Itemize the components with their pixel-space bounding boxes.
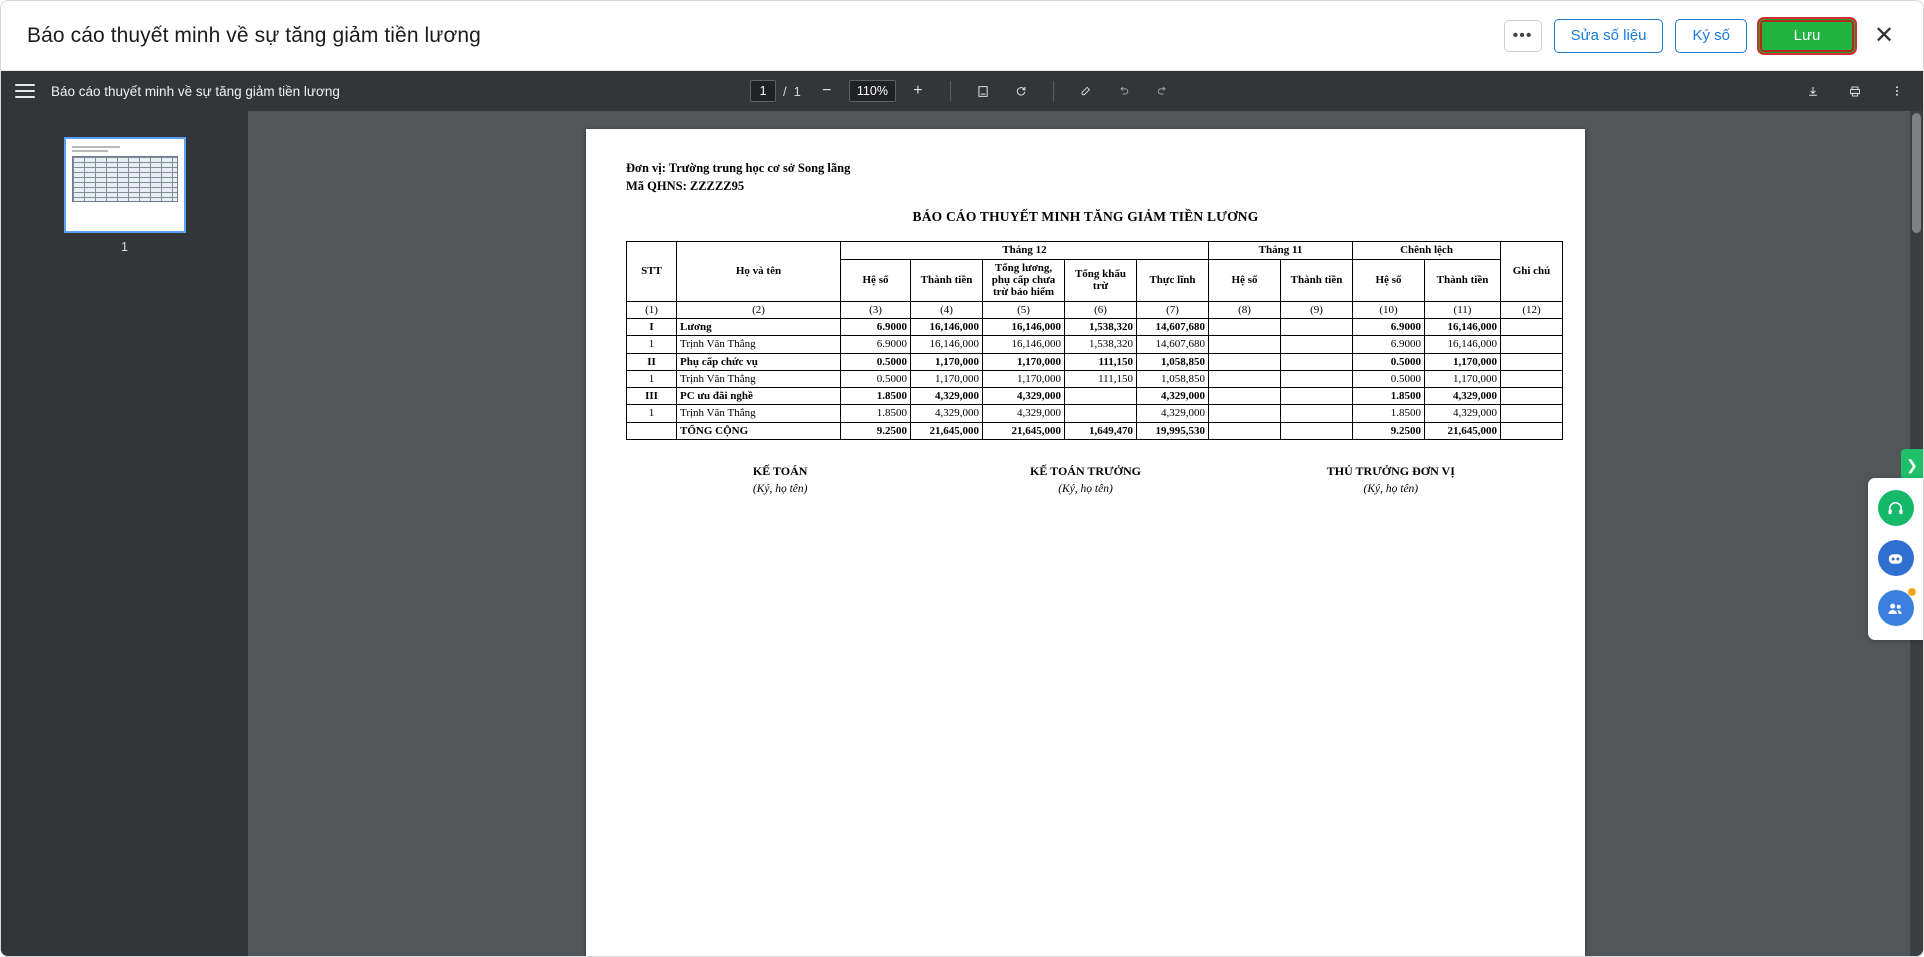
table-header-row-1 xyxy=(627,242,1563,259)
cell-total-salary: 21,645,000 xyxy=(983,422,1065,439)
signature-chief-accountant xyxy=(933,464,1238,495)
cell-amount-diff: 16,146,000 xyxy=(1425,336,1501,353)
highlight-icon[interactable] xyxy=(1074,79,1098,103)
thumbnail-page-label: 1 xyxy=(121,240,128,254)
colnum-4: (4) xyxy=(911,301,983,318)
cell-deduction: 1,538,320 xyxy=(1065,318,1137,335)
salary-report-table xyxy=(626,241,1563,440)
cell-amount-diff: 4,329,000 xyxy=(1425,388,1501,405)
table-row xyxy=(627,388,1563,405)
page-title: Báo cáo thuyết minh về sự tăng giảm tiền lương xyxy=(27,23,481,47)
cell-amount: 4,329,000 xyxy=(911,405,983,422)
cell-deduction: 1,649,470 xyxy=(1065,422,1137,439)
cell-coefficient-prev xyxy=(1209,405,1281,422)
cell-amount-prev xyxy=(1281,353,1353,370)
document-code: Mã QHNS: ZZZZZ95 xyxy=(626,179,745,194)
thumbnail-preview xyxy=(72,146,178,202)
cell-note xyxy=(1501,370,1563,387)
colnum-6: (6) xyxy=(1065,301,1137,318)
col-stt: STT xyxy=(627,242,677,301)
toolbar-right-group xyxy=(1801,79,1909,103)
cell-coefficient: 6.9000 xyxy=(841,336,911,353)
cell-coefficient-prev xyxy=(1209,422,1281,439)
colnum-11: (11) xyxy=(1425,301,1501,318)
viewer-body xyxy=(1,111,1923,956)
cell-amount-diff: 1,170,000 xyxy=(1425,353,1501,370)
cell-net: 1,058,850 xyxy=(1137,353,1209,370)
cell-note xyxy=(1501,422,1563,439)
cell-amount-diff: 21,645,000 xyxy=(1425,422,1501,439)
table-row xyxy=(627,318,1563,335)
cell-amount-diff: 16,146,000 xyxy=(1425,318,1501,335)
sidebar-toggle-icon[interactable] xyxy=(15,84,35,98)
zoom-controls xyxy=(815,79,930,103)
cell-total-salary: 1,170,000 xyxy=(983,353,1065,370)
cell-coefficient-prev xyxy=(1209,388,1281,405)
cell-stt: III xyxy=(627,388,677,405)
col-group-difference: Chênh lệch xyxy=(1353,242,1501,259)
cell-coefficient-prev xyxy=(1209,353,1281,370)
cell-coefficient-diff: 9.2500 xyxy=(1353,422,1425,439)
col-total-salary: Tổng lương, phụ cấp chưa trừ bảo hiểm xyxy=(983,259,1065,301)
cell-amount-prev xyxy=(1281,318,1353,335)
cell-amount: 21,645,000 xyxy=(911,422,983,439)
table-row xyxy=(627,422,1563,439)
cell-total-salary: 4,329,000 xyxy=(983,405,1065,422)
notification-dot xyxy=(1908,588,1916,596)
cell-name: PC ưu đãi nghề xyxy=(677,388,841,405)
table-row xyxy=(627,353,1563,370)
col-note: Ghi chú xyxy=(1501,242,1563,301)
signature-title: KẾ TOÁN TRƯỞNG xyxy=(1030,464,1141,479)
cell-coefficient-prev xyxy=(1209,318,1281,335)
thumbnail-page-1[interactable] xyxy=(64,137,186,233)
cell-amount-prev xyxy=(1281,336,1353,353)
cell-name: Trịnh Văn Thắng xyxy=(677,405,841,422)
cell-coefficient: 1.8500 xyxy=(841,405,911,422)
cell-amount-prev xyxy=(1281,370,1353,387)
cell-net: 1,058,850 xyxy=(1137,370,1209,387)
table-row xyxy=(627,336,1563,353)
support-panel-toggle[interactable]: ❯ xyxy=(1901,449,1923,481)
colnum-2: (2) xyxy=(677,301,841,318)
cell-stt: 1 xyxy=(627,405,677,422)
page-total-count: 1 xyxy=(793,83,801,99)
signature-accountant xyxy=(628,464,933,495)
col-group-month-current: Tháng 12 xyxy=(841,242,1209,259)
toolbar-center-group xyxy=(750,79,1174,103)
cell-amount: 16,146,000 xyxy=(911,318,983,335)
cell-coefficient-prev xyxy=(1209,370,1281,387)
support-widget-dock xyxy=(1868,478,1923,640)
cell-amount: 16,146,000 xyxy=(911,336,983,353)
cell-deduction: 111,150 xyxy=(1065,353,1137,370)
cell-note xyxy=(1501,318,1563,335)
cell-amount-diff: 1,170,000 xyxy=(1425,370,1501,387)
cell-coefficient-diff: 1.8500 xyxy=(1353,405,1425,422)
cell-name: Trịnh Văn Thắng xyxy=(677,336,841,353)
cell-name: Phụ cấp chức vụ xyxy=(677,353,841,370)
colnum-9: (9) xyxy=(1281,301,1353,318)
signature-title: KẾ TOÁN xyxy=(752,464,808,479)
cell-name: Trịnh Văn Thắng xyxy=(677,370,841,387)
cell-note xyxy=(1501,405,1563,422)
document-unit: Đơn vị: Trường trung học cơ sở Song lãng xyxy=(626,161,851,175)
document-name: Báo cáo thuyết minh về sự tăng giảm tiền lương xyxy=(51,83,340,99)
toolbar-divider-2 xyxy=(1053,81,1054,101)
cell-coefficient-prev xyxy=(1209,336,1281,353)
download-icon[interactable] xyxy=(1801,79,1825,103)
col-total-deduction: Tổng khấu trừ xyxy=(1065,259,1137,301)
cell-amount-prev xyxy=(1281,422,1353,439)
close-icon[interactable]: ✕ xyxy=(1867,19,1901,53)
cell-deduction: 111,150 xyxy=(1065,370,1137,387)
zoom-level-value[interactable]: 110% xyxy=(849,80,896,102)
cell-coefficient-diff: 1.8500 xyxy=(1353,388,1425,405)
cell-amount: 4,329,000 xyxy=(911,388,983,405)
cell-amount-diff: 4,329,000 xyxy=(1425,405,1501,422)
page-navigation xyxy=(750,80,801,102)
page-number-input[interactable] xyxy=(750,80,776,102)
cell-amount: 1,170,000 xyxy=(911,370,983,387)
more-options-button[interactable]: ••• xyxy=(1504,20,1542,52)
scrollbar-thumb[interactable] xyxy=(1912,113,1921,233)
cell-coefficient-diff: 0.5000 xyxy=(1353,353,1425,370)
cell-coefficient: 0.5000 xyxy=(841,353,911,370)
save-button[interactable]: Lưu xyxy=(1759,19,1855,53)
headset-support-icon[interactable] xyxy=(1878,490,1914,526)
signature-subtitle: (Ký, họ tên) xyxy=(1058,483,1113,496)
cell-net: 4,329,000 xyxy=(1137,388,1209,405)
cell-total-salary: 4,329,000 xyxy=(983,388,1065,405)
cell-coefficient: 9.2500 xyxy=(841,422,911,439)
cell-amount: 1,170,000 xyxy=(911,353,983,370)
chat-bot-icon[interactable] xyxy=(1878,540,1914,576)
cell-stt: II xyxy=(627,353,677,370)
document-page xyxy=(586,129,1585,956)
colnum-10: (10) xyxy=(1353,301,1425,318)
signature-subtitle: (Ký, họ tên) xyxy=(1363,483,1419,496)
print-icon[interactable] xyxy=(1843,79,1867,103)
document-title: BÁO CÁO THUYẾT MINH TĂNG GIẢM TIỀN LƯƠNG xyxy=(912,209,1259,225)
cell-deduction xyxy=(1065,405,1137,422)
col-group-month-prev: Tháng 11 xyxy=(1209,242,1353,259)
zoom-out-icon[interactable]: − xyxy=(815,79,839,103)
thumbnail-pane xyxy=(1,111,248,956)
cell-net: 19,995,530 xyxy=(1137,422,1209,439)
signature-block xyxy=(628,464,1544,495)
rotate-icon[interactable] xyxy=(1009,79,1033,103)
cell-net: 4,329,000 xyxy=(1137,405,1209,422)
colnum-1: (1) xyxy=(627,301,677,318)
toolbar-left-group xyxy=(15,84,340,99)
cell-stt: 1 xyxy=(627,336,677,353)
col-net-pay: Thực lĩnh xyxy=(1137,259,1209,301)
zoom-in-icon[interactable]: + xyxy=(906,79,930,103)
cell-net: 14,607,680 xyxy=(1137,336,1209,353)
col-coefficient-diff: Hệ số xyxy=(1353,259,1425,301)
toolbar-divider xyxy=(950,81,951,101)
cell-note xyxy=(1501,388,1563,405)
cell-amount-prev xyxy=(1281,405,1353,422)
colnum-7: (7) xyxy=(1137,301,1209,318)
colnum-8: (8) xyxy=(1209,301,1281,318)
signature-title: THỦ TRƯỞNG ĐƠN VỊ xyxy=(1326,464,1455,479)
col-amount: Thành tiền xyxy=(911,259,983,301)
table-body xyxy=(627,318,1563,439)
colnum-5: (5) xyxy=(983,301,1065,318)
more-vertical-icon[interactable] xyxy=(1885,79,1909,103)
table-row xyxy=(627,405,1563,422)
cell-coefficient-diff: 0.5000 xyxy=(1353,370,1425,387)
signature-head-of-unit xyxy=(1238,464,1543,495)
cell-deduction xyxy=(1065,388,1137,405)
app-header xyxy=(1,1,1923,71)
page-separator: / xyxy=(783,83,787,99)
header-actions xyxy=(1504,19,1901,53)
col-amount-diff: Thành tiền xyxy=(1425,259,1501,301)
pdf-viewer-toolbar xyxy=(1,71,1923,111)
cell-stt xyxy=(627,422,677,439)
cell-total-salary: 16,146,000 xyxy=(983,318,1065,335)
cell-coefficient: 1.8500 xyxy=(841,388,911,405)
cell-deduction: 1,538,320 xyxy=(1065,336,1137,353)
cell-name: TỔNG CỘNG xyxy=(677,422,841,439)
col-coefficient: Hệ số xyxy=(841,259,911,301)
colnum-3: (3) xyxy=(841,301,911,318)
colnum-12: (12) xyxy=(1501,301,1563,318)
cell-stt: I xyxy=(627,318,677,335)
cell-stt: 1 xyxy=(627,370,677,387)
cell-coefficient-diff: 6.9000 xyxy=(1353,336,1425,353)
page-scroll-area[interactable] xyxy=(248,111,1923,956)
cell-name: Lương xyxy=(677,318,841,335)
fit-page-icon[interactable] xyxy=(971,79,995,103)
table-row xyxy=(627,370,1563,387)
cell-coefficient: 0.5000 xyxy=(841,370,911,387)
digital-sign-button[interactable]: Ký số xyxy=(1675,19,1747,53)
signature-subtitle: (Ký, họ tên) xyxy=(752,483,808,496)
cell-note xyxy=(1501,336,1563,353)
col-amount-prev: Thành tiền xyxy=(1281,259,1353,301)
cell-coefficient: 6.9000 xyxy=(841,318,911,335)
undo-icon[interactable] xyxy=(1112,79,1136,103)
cell-note xyxy=(1501,353,1563,370)
cell-total-salary: 1,170,000 xyxy=(983,370,1065,387)
cell-coefficient-diff: 6.9000 xyxy=(1353,318,1425,335)
table-column-number-row xyxy=(627,301,1563,318)
cell-amount-prev xyxy=(1281,388,1353,405)
community-group-icon[interactable] xyxy=(1878,590,1914,626)
col-coefficient-prev: Hệ số xyxy=(1209,259,1281,301)
cell-total-salary: 16,146,000 xyxy=(983,336,1065,353)
col-name: Họ và tên xyxy=(677,242,841,301)
cell-net: 14,607,680 xyxy=(1137,318,1209,335)
edit-data-button[interactable]: Sửa số liệu xyxy=(1554,19,1664,53)
redo-icon[interactable] xyxy=(1150,79,1174,103)
